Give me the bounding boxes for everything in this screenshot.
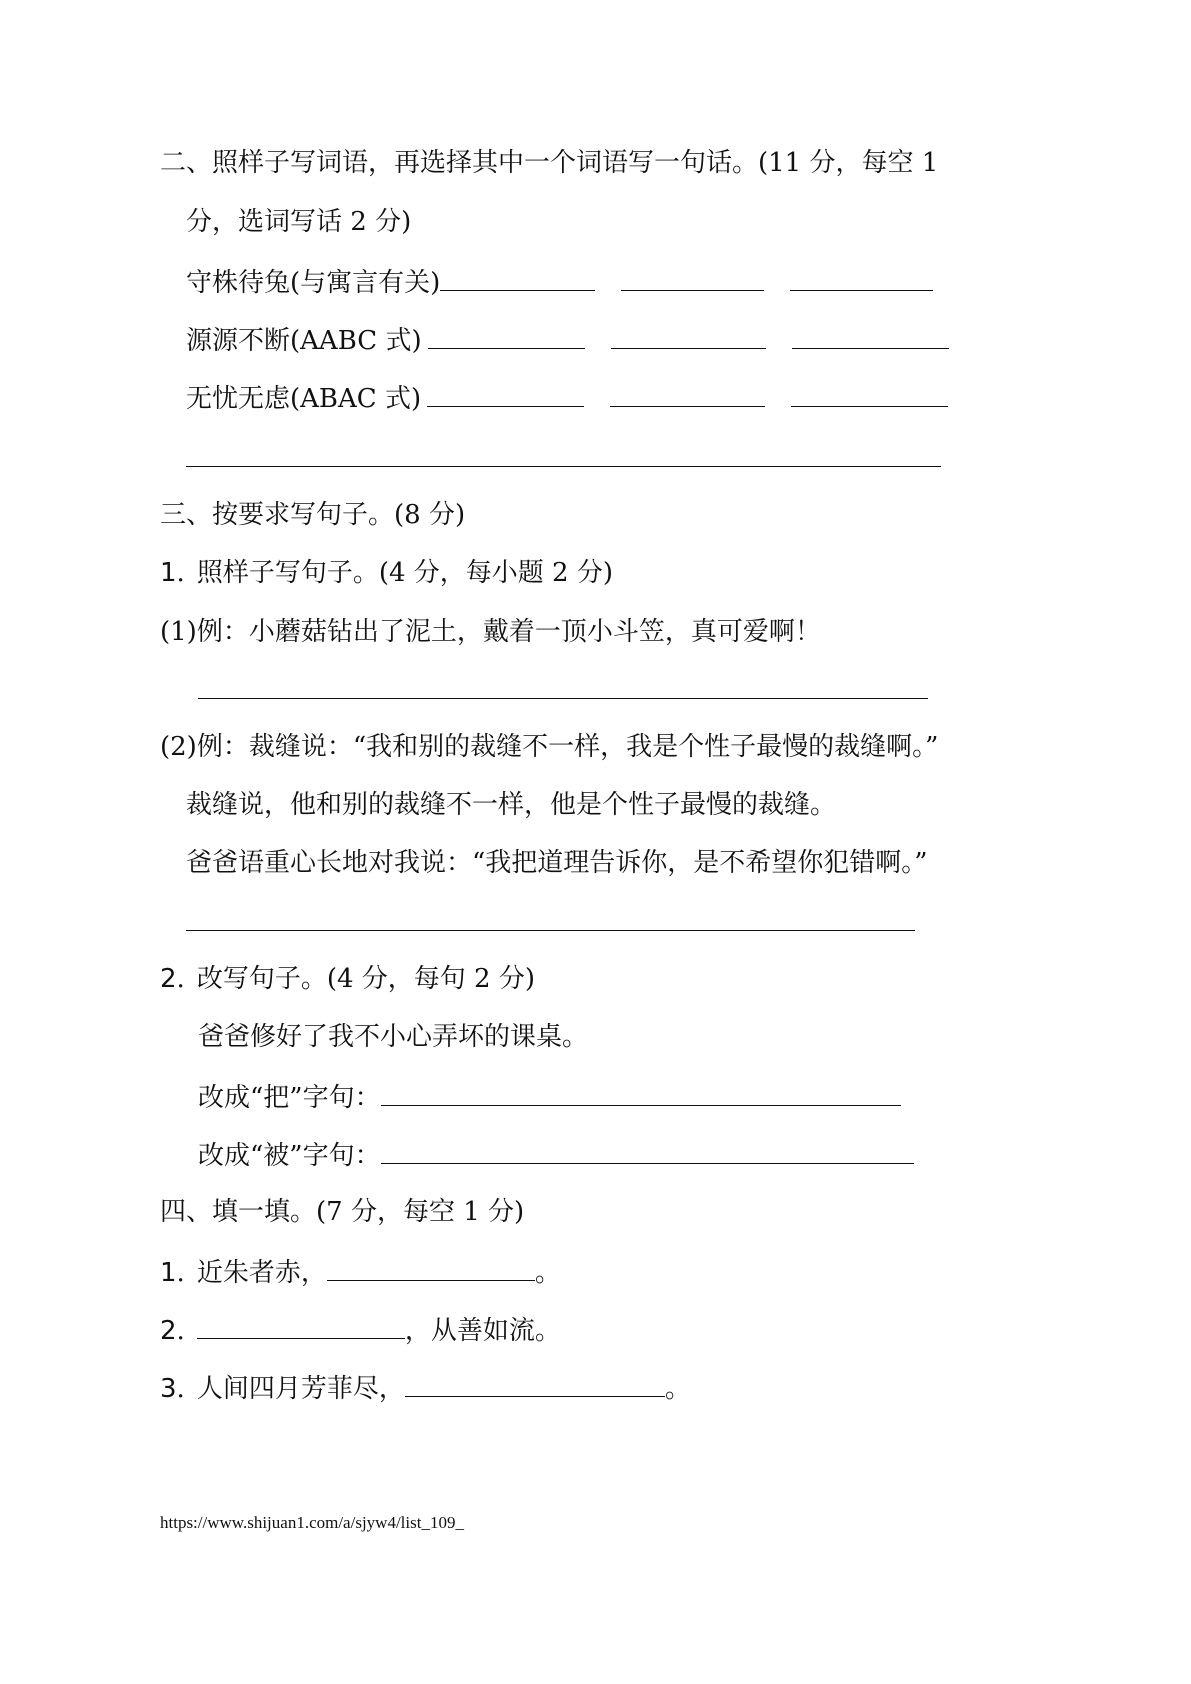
footer-url[interactable]: https://www.shijuan1.com/a/sjyw4/list_109_ xyxy=(160,1513,464,1532)
word-blank[interactable] xyxy=(791,380,948,407)
word-blank[interactable] xyxy=(792,322,949,349)
question-number: 1 xyxy=(160,558,177,588)
ba-answer-blank[interactable] xyxy=(381,1079,901,1106)
question-number: 2 xyxy=(160,1316,177,1346)
bei-label: 改成“被”字句： xyxy=(198,1141,381,1171)
s3-question-1: 1. 照样子写句子。(4 分，每小题 2 分) xyxy=(160,558,613,588)
q1-end: 。 xyxy=(534,1258,561,1288)
ba-label: 改成“把”字句： xyxy=(198,1083,381,1113)
bei-answer-blank[interactable] xyxy=(381,1137,914,1164)
example-1-answer-line[interactable] xyxy=(198,698,928,699)
word-row-1-label: 守株待兔(与寓言有关) xyxy=(186,268,441,298)
s4-question-3: 3. 人间四月芳菲尽， 。 xyxy=(160,1370,691,1406)
fill-blank[interactable] xyxy=(327,1254,535,1281)
s4-question-1: 1. 近朱者赤， 。 xyxy=(160,1254,561,1290)
word-blank[interactable] xyxy=(790,264,933,291)
s3-question-2: 2. 改写句子。(4 分，每句 2 分) xyxy=(160,964,535,994)
q2-end: ，从善如流。 xyxy=(404,1316,561,1346)
fill-blank[interactable] xyxy=(405,1370,665,1397)
example-2: (2)例：裁缝说：“我和别的裁缝不一样，我是个性子最慢的裁缝啊。” xyxy=(160,732,939,762)
word-blank[interactable] xyxy=(611,322,766,349)
example-2-task: 爸爸语重心长地对我说：“我把道理告诉你，是不希望你犯错啊。” xyxy=(186,848,928,878)
ba-sentence-row xyxy=(198,1079,901,1115)
example-2-converted: 裁缝说，他和别的裁缝不一样，他是个性子最慢的裁缝。 xyxy=(186,790,837,820)
bei-sentence-row xyxy=(198,1137,914,1173)
word-blank[interactable] xyxy=(428,322,585,349)
section-4-heading: 四、填一填。(7 分，每空 1 分) xyxy=(160,1197,525,1227)
s4-question-2: 2. ，从善如流。 xyxy=(160,1312,561,1348)
q3-text: 人间四月芳菲尽， xyxy=(196,1374,405,1404)
question-title: 改写句子。(4 分，每句 2 分) xyxy=(196,964,535,994)
question-number: 1 xyxy=(160,1258,177,1288)
fill-blank[interactable] xyxy=(197,1312,405,1339)
section-2-heading-cont: 分，选词写话 2 分) xyxy=(186,207,412,237)
word-row-2 xyxy=(186,322,949,358)
word-blank[interactable] xyxy=(440,264,595,291)
sentence-answer-line[interactable] xyxy=(186,466,941,467)
word-row-3 xyxy=(186,380,948,416)
word-row-1 xyxy=(186,264,933,300)
word-blank[interactable] xyxy=(621,264,764,291)
question-number: 3 xyxy=(160,1374,177,1404)
q2-sentence: 爸爸修好了我不小心弄坏的课桌。 xyxy=(198,1022,589,1052)
example-2-answer-line[interactable] xyxy=(186,930,915,931)
word-row-3-label: 无忧无虑(ABAC 式) xyxy=(186,384,422,414)
word-row-2-label: 源源不断(AABC 式) xyxy=(186,326,422,356)
example-1: (1)例：小蘑菇钻出了泥土，戴着一顶小斗笠，真可爱啊！ xyxy=(160,617,821,647)
word-blank[interactable] xyxy=(427,380,584,407)
word-blank[interactable] xyxy=(610,380,765,407)
q3-end: 。 xyxy=(664,1374,691,1404)
question-number: 2 xyxy=(160,964,177,994)
section-2-heading: 二、照样子写词语，再选择其中一个词语写一句话。(11 分，每空 1 xyxy=(160,148,939,178)
section-3-heading: 三、按要求写句子。(8 分) xyxy=(160,500,466,530)
q1-text: 近朱者赤， xyxy=(196,1258,327,1288)
question-title: 照样子写句子。(4 分，每小题 2 分) xyxy=(196,558,613,588)
